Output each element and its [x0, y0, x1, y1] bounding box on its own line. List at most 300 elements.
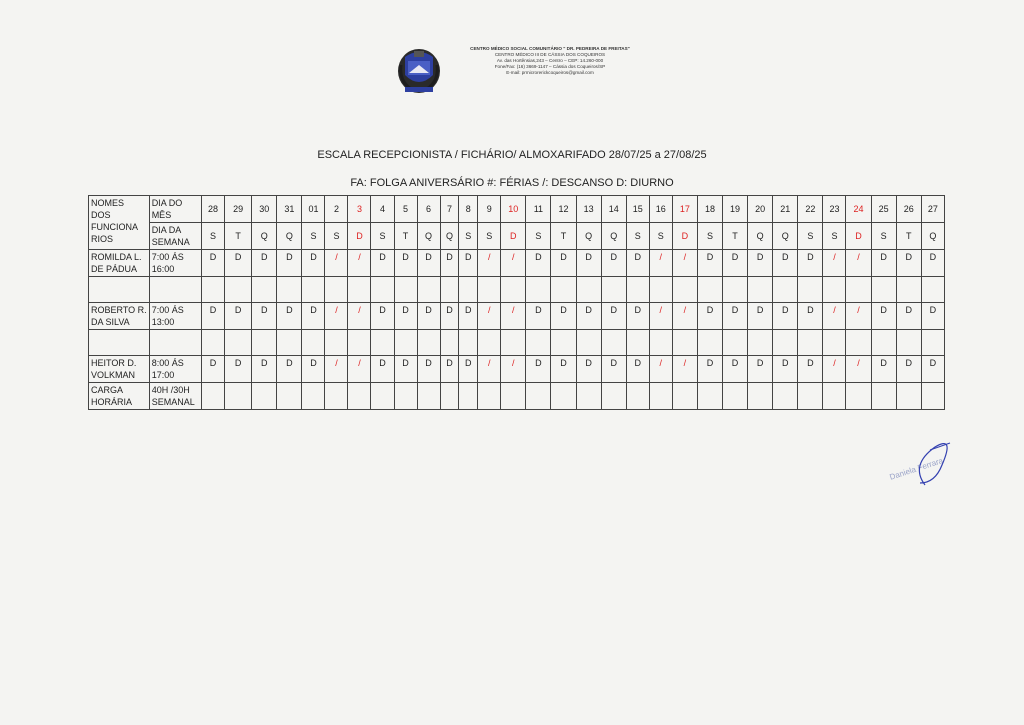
schedule-cell: /: [846, 303, 871, 330]
schedule-cell: D: [748, 250, 773, 277]
schedule-cell: D: [225, 356, 252, 383]
empty-cell: [89, 330, 150, 356]
weekday-letter: Q: [252, 223, 277, 250]
employee-name-line: VOLKMAN: [91, 370, 136, 380]
weekday-letter: Q: [601, 223, 626, 250]
empty-cell: [526, 383, 551, 410]
day-number: 30: [252, 196, 277, 223]
empty-cell: [798, 330, 823, 356]
empty-cell: [672, 383, 697, 410]
empty-cell: [225, 330, 252, 356]
schedule-cell: /: [501, 250, 526, 277]
schedule-cell: D: [440, 356, 459, 383]
empty-cell: [417, 383, 440, 410]
schedule-cell: D: [773, 356, 798, 383]
spacer-row: [89, 330, 945, 356]
employee-name-line: ROBERTO R.: [91, 305, 147, 315]
schedule-cell: D: [626, 356, 649, 383]
weekday-letter: D: [672, 223, 697, 250]
employee-hours-line: 17:00: [151, 370, 175, 380]
empty-cell: [846, 330, 871, 356]
schedule-cell: D: [394, 303, 417, 330]
day-number: 28: [202, 196, 225, 223]
schedule-cell: D: [459, 303, 478, 330]
day-number: 8: [459, 196, 478, 223]
schedule-cell: D: [440, 303, 459, 330]
empty-cell: [459, 383, 478, 410]
empty-cell: [348, 277, 371, 303]
schedule-cell: D: [921, 303, 944, 330]
day-number: 2: [325, 196, 348, 223]
weekday-letter: S: [871, 223, 896, 250]
weekday-letter: Q: [773, 223, 798, 250]
schedule-cell: /: [325, 250, 348, 277]
empty-cell: [478, 383, 501, 410]
empty-cell: [551, 330, 576, 356]
schedule-legend: FA: FOLGA ANIVERSÁRIO #: FÉRIAS /: DESCANSO D: DIURNO: [350, 177, 674, 189]
day-number: 7: [440, 196, 459, 223]
schedule-cell: /: [823, 356, 846, 383]
day-number: 21: [773, 196, 798, 223]
institution-header: [450, 46, 650, 76]
schedule-cell: D: [626, 250, 649, 277]
schedule-cell: /: [501, 356, 526, 383]
schedule-cell: D: [871, 303, 896, 330]
weekday-letter: Q: [277, 223, 302, 250]
weekday-letter: T: [225, 223, 252, 250]
empty-cell: [672, 330, 697, 356]
empty-cell: [896, 383, 921, 410]
empty-cell: [871, 277, 896, 303]
empty-cell: [149, 330, 201, 356]
schedule-cell: /: [823, 250, 846, 277]
schedule-cell: D: [921, 356, 944, 383]
workload-label: [89, 383, 150, 410]
schedule-cell: D: [371, 303, 394, 330]
empty-cell: [277, 383, 302, 410]
empty-cell: [89, 277, 150, 303]
names-column-header-line: RIOS: [91, 234, 114, 244]
schedule-cell: /: [649, 356, 672, 383]
employee-row: [89, 303, 945, 330]
weekday-letter: Q: [576, 223, 601, 250]
empty-cell: [394, 277, 417, 303]
workload-row: [89, 383, 945, 410]
schedule-cell: D: [551, 356, 576, 383]
employee-row: [89, 250, 945, 277]
weekday-letter: T: [394, 223, 417, 250]
schedule-table: [88, 195, 945, 410]
weekday-letter: S: [459, 223, 478, 250]
empty-cell: [252, 330, 277, 356]
empty-cell: [723, 383, 748, 410]
schedule-cell: D: [697, 250, 722, 277]
empty-cell: [459, 277, 478, 303]
empty-cell: [626, 277, 649, 303]
day-number: 14: [601, 196, 626, 223]
empty-cell: [417, 277, 440, 303]
schedule-cell: D: [302, 356, 325, 383]
schedule-cell: D: [551, 250, 576, 277]
empty-cell: [394, 383, 417, 410]
empty-cell: [921, 383, 944, 410]
empty-cell: [748, 383, 773, 410]
schedule-cell: D: [252, 356, 277, 383]
weekday-letter: T: [723, 223, 748, 250]
schedule-cell: D: [551, 303, 576, 330]
empty-cell: [773, 330, 798, 356]
schedule-cell: D: [871, 250, 896, 277]
weekday-letter: S: [626, 223, 649, 250]
weekday-letter: S: [649, 223, 672, 250]
schedule-cell: D: [601, 250, 626, 277]
empty-cell: [371, 330, 394, 356]
day-of-month-header-line: DIA DO: [151, 198, 183, 208]
empty-cell: [773, 277, 798, 303]
names-column-header-line: FUNCIONA: [91, 222, 138, 232]
weekday-letter: T: [551, 223, 576, 250]
schedule-cell: /: [478, 356, 501, 383]
empty-cell: [649, 383, 672, 410]
weekday-letter: D: [846, 223, 871, 250]
day-of-week-header-line: DIA DA: [151, 225, 182, 235]
day-number: 5: [394, 196, 417, 223]
day-number: 9: [478, 196, 501, 223]
empty-cell: [871, 383, 896, 410]
schedule-cell: D: [601, 303, 626, 330]
schedule-cell: D: [871, 356, 896, 383]
empty-cell: [371, 277, 394, 303]
empty-cell: [649, 277, 672, 303]
employee-name: [89, 356, 150, 383]
schedule-cell: D: [896, 250, 921, 277]
schedule-cell: D: [202, 303, 225, 330]
empty-cell: [501, 383, 526, 410]
schedule-cell: D: [576, 356, 601, 383]
schedule-cell: D: [601, 356, 626, 383]
employee-name: [89, 250, 150, 277]
employee-hours: [149, 356, 201, 383]
empty-cell: [576, 383, 601, 410]
empty-cell: [551, 383, 576, 410]
header-line-4: Fone/Fax: (16) 3669-1147 – Cássia dos Coqueiros/SP: [494, 64, 606, 69]
empty-cell: [697, 383, 722, 410]
employee-hours-line: 16:00: [151, 264, 175, 274]
empty-cell: [202, 383, 225, 410]
signature-stamp: [880, 425, 990, 495]
empty-cell: [501, 277, 526, 303]
day-number: 27: [921, 196, 944, 223]
empty-cell: [325, 330, 348, 356]
weekday-letter: D: [348, 223, 371, 250]
names-column-header-line: DOS: [91, 210, 111, 220]
weekday-letter: S: [371, 223, 394, 250]
schedule-cell: D: [526, 303, 551, 330]
empty-cell: [649, 330, 672, 356]
header-line-2: CENTRO MÉDICO III DE CÁSSIA DOS COQUEIROS: [494, 52, 606, 57]
day-number: 11: [526, 196, 551, 223]
employee-hours-line: 7:00 ÁS: [151, 252, 184, 262]
empty-cell: [773, 383, 798, 410]
schedule-cell: D: [252, 303, 277, 330]
day-number: 22: [798, 196, 823, 223]
svg-text:Daniela Ferrara: Daniela Ferrara: [888, 456, 945, 482]
schedule-cell: D: [394, 250, 417, 277]
weekday-letter: Q: [748, 223, 773, 250]
day-of-week-header-line: SEMANA: [151, 237, 190, 247]
schedule-cell: D: [417, 250, 440, 277]
employee-name-line: ROMILDA L.: [91, 252, 142, 262]
empty-cell: [921, 277, 944, 303]
schedule-cell: D: [921, 250, 944, 277]
empty-cell: [371, 383, 394, 410]
empty-cell: [526, 330, 551, 356]
schedule-cell: /: [478, 303, 501, 330]
schedule-cell: D: [697, 356, 722, 383]
empty-cell: [302, 330, 325, 356]
day-number: 24: [846, 196, 871, 223]
schedule-cell: D: [371, 250, 394, 277]
employee-hours: [149, 303, 201, 330]
header-line-3: Av. das Hortênsias,243 – Centro – CEP: 14.260-000: [496, 58, 604, 63]
schedule-cell: D: [896, 303, 921, 330]
weekday-letter: S: [697, 223, 722, 250]
schedule-cell: /: [348, 250, 371, 277]
day-number: 6: [417, 196, 440, 223]
workload-label-line: HORÁRIA: [91, 397, 133, 407]
empty-cell: [576, 277, 601, 303]
empty-cell: [748, 277, 773, 303]
schedule-cell: /: [649, 250, 672, 277]
schedule-cell: D: [277, 250, 302, 277]
day-number: 10: [501, 196, 526, 223]
empty-cell: [277, 330, 302, 356]
schedule-cell: D: [896, 356, 921, 383]
empty-cell: [723, 330, 748, 356]
schedule-cell: /: [501, 303, 526, 330]
names-column-header: [89, 196, 150, 250]
schedule-cell: D: [371, 356, 394, 383]
day-number: 25: [871, 196, 896, 223]
header-row-weekdays: [89, 223, 945, 250]
schedule-cell: D: [202, 250, 225, 277]
day-number: 23: [823, 196, 846, 223]
schedule-cell: D: [723, 250, 748, 277]
empty-cell: [551, 277, 576, 303]
workload-value-line: SEMANAL: [151, 397, 195, 407]
day-of-month-header-line: MÊS: [151, 210, 172, 220]
schedule-cell: /: [649, 303, 672, 330]
empty-cell: [325, 277, 348, 303]
weekday-letter: S: [202, 223, 225, 250]
empty-cell: [846, 383, 871, 410]
workload-label-line: CARGA: [91, 385, 124, 395]
day-number: 16: [649, 196, 672, 223]
empty-cell: [823, 330, 846, 356]
weekday-letter: Q: [921, 223, 944, 250]
schedule-cell: /: [325, 303, 348, 330]
employee-row: [89, 356, 945, 383]
schedule-cell: D: [417, 356, 440, 383]
day-number: 15: [626, 196, 649, 223]
employee-name: [89, 303, 150, 330]
schedule-cell: D: [576, 250, 601, 277]
schedule-cell: /: [672, 250, 697, 277]
employee-hours-line: 7:00 ÁS: [151, 305, 184, 315]
empty-cell: [478, 277, 501, 303]
empty-cell: [748, 330, 773, 356]
empty-cell: [252, 277, 277, 303]
employee-name-line: DE PÁDUA: [91, 264, 138, 274]
empty-cell: [601, 330, 626, 356]
day-number: 13: [576, 196, 601, 223]
day-of-week-header: [149, 223, 201, 250]
day-number: 4: [371, 196, 394, 223]
schedule-cell: /: [325, 356, 348, 383]
empty-cell: [626, 330, 649, 356]
empty-cell: [440, 277, 459, 303]
weekday-letter: T: [896, 223, 921, 250]
schedule-cell: D: [748, 303, 773, 330]
empty-cell: [896, 330, 921, 356]
schedule-cell: D: [225, 250, 252, 277]
schedule-cell: D: [526, 356, 551, 383]
schedule-cell: D: [697, 303, 722, 330]
schedule-cell: D: [277, 356, 302, 383]
schedule-title: ESCALA RECEPCIONISTA / FICHÁRIO/ ALMOXARIFADO 28/07/25 a 27/08/25: [317, 149, 707, 161]
employee-hours-line: 8:00 ÁS: [151, 358, 184, 368]
empty-cell: [846, 277, 871, 303]
weekday-letter: Q: [417, 223, 440, 250]
schedule-cell: /: [348, 303, 371, 330]
schedule-cell: D: [202, 356, 225, 383]
names-column-header-line: NOMES: [91, 198, 125, 208]
municipal-crest-logo: [397, 45, 441, 95]
schedule-cell: D: [394, 356, 417, 383]
day-number: 12: [551, 196, 576, 223]
schedule-cell: D: [723, 303, 748, 330]
schedule-cell: D: [773, 303, 798, 330]
schedule-cell: D: [723, 356, 748, 383]
empty-cell: [394, 330, 417, 356]
weekday-letter: S: [526, 223, 551, 250]
weekday-letter: S: [823, 223, 846, 250]
header-line-5: E-mail: prmicrorerickcoqueiros@gmail.com: [506, 70, 594, 75]
empty-cell: [440, 330, 459, 356]
empty-cell: [149, 277, 201, 303]
header-line-1: CENTRO MÉDICO SOCIAL COMUNITÁRIO " DR. PEDREIRA DE FREITAS": [470, 46, 630, 51]
weekday-letter: Q: [440, 223, 459, 250]
schedule-cell: D: [459, 250, 478, 277]
empty-cell: [302, 383, 325, 410]
empty-cell: [626, 383, 649, 410]
empty-cell: [202, 277, 225, 303]
empty-cell: [417, 330, 440, 356]
weekday-letter: S: [325, 223, 348, 250]
empty-cell: [871, 330, 896, 356]
empty-cell: [896, 277, 921, 303]
empty-cell: [225, 277, 252, 303]
empty-cell: [526, 277, 551, 303]
schedule-cell: D: [748, 356, 773, 383]
schedule-cell: /: [672, 356, 697, 383]
day-number: 3: [348, 196, 371, 223]
empty-cell: [823, 383, 846, 410]
empty-cell: [921, 330, 944, 356]
schedule-cell: D: [626, 303, 649, 330]
day-number: 17: [672, 196, 697, 223]
day-number: 01: [302, 196, 325, 223]
day-number: 26: [896, 196, 921, 223]
empty-cell: [277, 277, 302, 303]
empty-cell: [325, 383, 348, 410]
day-number: 18: [697, 196, 722, 223]
empty-cell: [798, 277, 823, 303]
empty-cell: [459, 330, 478, 356]
employee-hours-line: 13:00: [151, 317, 175, 327]
day-of-month-header: [149, 196, 201, 223]
weekday-letter: D: [501, 223, 526, 250]
empty-cell: [723, 277, 748, 303]
schedule-cell: D: [252, 250, 277, 277]
empty-cell: [697, 330, 722, 356]
schedule-cell: /: [672, 303, 697, 330]
schedule-cell: D: [798, 356, 823, 383]
empty-cell: [601, 277, 626, 303]
empty-cell: [348, 383, 371, 410]
empty-cell: [697, 277, 722, 303]
day-number: 20: [748, 196, 773, 223]
empty-cell: [478, 330, 501, 356]
empty-cell: [348, 330, 371, 356]
empty-cell: [252, 383, 277, 410]
schedule-cell: /: [846, 356, 871, 383]
schedule-cell: /: [846, 250, 871, 277]
header-row-days: [89, 196, 945, 223]
schedule-cell: D: [417, 303, 440, 330]
empty-cell: [225, 383, 252, 410]
schedule-cell: /: [823, 303, 846, 330]
day-number: 29: [225, 196, 252, 223]
employee-hours: [149, 250, 201, 277]
schedule-cell: D: [302, 250, 325, 277]
weekday-letter: S: [798, 223, 823, 250]
schedule-cell: D: [277, 303, 302, 330]
schedule-cell: D: [576, 303, 601, 330]
schedule-cell: /: [478, 250, 501, 277]
empty-cell: [202, 330, 225, 356]
schedule-cell: D: [526, 250, 551, 277]
empty-cell: [798, 383, 823, 410]
workload-value: [149, 383, 201, 410]
empty-cell: [576, 330, 601, 356]
empty-cell: [672, 277, 697, 303]
empty-cell: [823, 277, 846, 303]
schedule-cell: D: [798, 250, 823, 277]
schedule-cell: D: [302, 303, 325, 330]
schedule-cell: D: [773, 250, 798, 277]
schedule-cell: /: [348, 356, 371, 383]
schedule-cell: D: [459, 356, 478, 383]
schedule-cell: D: [798, 303, 823, 330]
workload-value-line: 40H /30H: [151, 385, 190, 395]
day-number: 31: [277, 196, 302, 223]
schedule-cell: D: [440, 250, 459, 277]
empty-cell: [501, 330, 526, 356]
spacer-row: [89, 277, 945, 303]
weekday-letter: S: [478, 223, 501, 250]
schedule-cell: D: [225, 303, 252, 330]
